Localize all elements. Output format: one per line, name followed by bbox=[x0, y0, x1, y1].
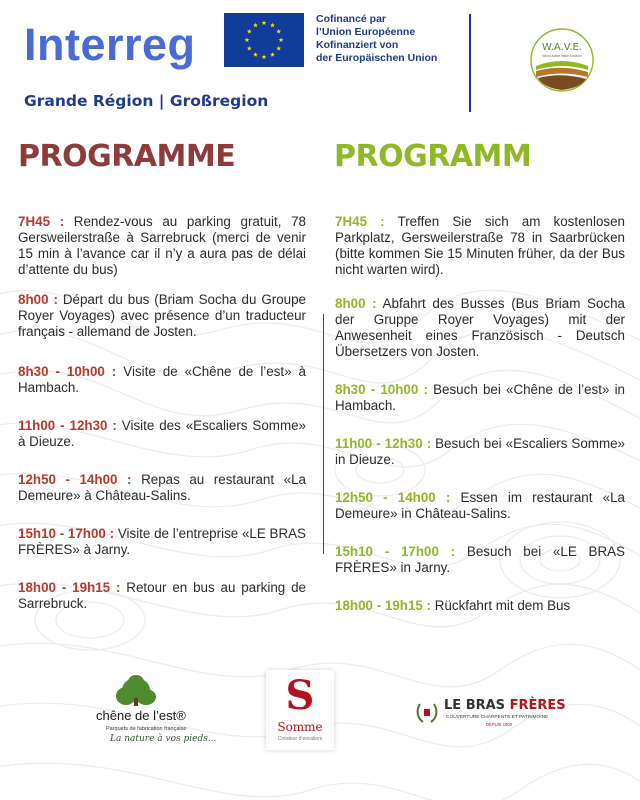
program-item bbox=[335, 598, 625, 614]
eu-text-line-3: Kofinanziert von bbox=[316, 39, 399, 51]
somme-logo-letter: S bbox=[285, 672, 315, 719]
item-time: 8h30 - 10h00 : bbox=[18, 364, 117, 379]
program-item bbox=[18, 526, 306, 558]
item-time: 8h00 : bbox=[335, 296, 377, 311]
program-item bbox=[18, 364, 306, 396]
chene-de-lest-logo-text: chêne de l’est® bbox=[96, 708, 186, 723]
lbf-date: DEPUIS 1900 bbox=[486, 722, 513, 727]
item-text: Essen im restaurant «La Demeure» in Château-Salins. bbox=[335, 490, 625, 521]
item-time: 11h00 - 12h30 : bbox=[335, 436, 432, 451]
item-time: 12h50 - 14h00 : bbox=[18, 472, 132, 487]
item-text: Treffen Sie sich am kostenlosen Parkplatz, Gersweilerstraße 78 in Saarbrücken (bitte kommen Sie 15 Minuten früher, da der Bus nicht warten wird). bbox=[335, 214, 625, 277]
item-text: Abfahrt des Busses (Bus Briam Socha der Gruppe Royer Voyages) mit der Anwesenheit eines Französisch - Deutsch Übersetzers von Josten. bbox=[335, 296, 625, 359]
item-text: Besuch bei «Chêne de l’est» in Hambach. bbox=[335, 382, 625, 413]
program-item bbox=[18, 580, 306, 612]
le-bras-freres-logo-text bbox=[444, 698, 566, 713]
item-text: Départ du bus (Briam Socha du Groupe Royer Voyages) avec présence d’un traducteur français - allemand de Josten. bbox=[18, 292, 306, 339]
program-item bbox=[18, 214, 306, 278]
program-item bbox=[335, 544, 625, 576]
item-time: 15h10 - 17h00 : bbox=[335, 544, 456, 559]
wave-logo-subtext: Wood Active Value Emotion bbox=[542, 54, 582, 58]
item-text: Visite de l’entreprise «LE BRAS FRÈRES» à Jarny. bbox=[18, 526, 306, 557]
item-text: Visite des «Escaliers Somme» à Dieuze. bbox=[18, 418, 306, 449]
program-item bbox=[335, 490, 625, 522]
eu-cofunding-text bbox=[316, 13, 437, 65]
region-subtitle: Grande Région | Großregion bbox=[24, 92, 269, 110]
item-text: Visite de «Chêne de l’est» à Hambach. bbox=[18, 364, 306, 395]
program-item bbox=[18, 292, 306, 340]
program-item bbox=[18, 472, 306, 504]
item-text: Repas au restaurant «La Demeure» à Château-Salins. bbox=[18, 472, 306, 503]
program-item bbox=[335, 214, 625, 278]
laurel-wreath-icon bbox=[414, 700, 440, 726]
eu-text-line-2: l’Union Européenne bbox=[316, 26, 416, 38]
program-item bbox=[335, 382, 625, 414]
item-text: Retour en bus au parking de Sarrebruck. bbox=[18, 580, 306, 611]
wave-logo-icon bbox=[530, 26, 594, 94]
item-text: Besuch bei «LE BRAS FRÈRES» in Jarny. bbox=[335, 544, 625, 575]
item-text: Rendez-vous au parking gratuit, 78 Gersweilerstraße à Sarrebruck (merci de venir 15 min à l’avance car il n’y a aura pas de délai d’attente du bus) bbox=[18, 214, 306, 277]
eu-flag-icon bbox=[224, 13, 304, 67]
program-item bbox=[18, 418, 306, 450]
item-time: 12h50 - 14h00 : bbox=[335, 490, 451, 505]
item-time: 18h00 - 19h15 : bbox=[335, 598, 432, 613]
item-time: 8h30 - 10h00 : bbox=[335, 382, 428, 397]
item-text: Besuch bei «Escaliers Somme» in Dieuze. bbox=[335, 436, 626, 467]
program-item bbox=[335, 296, 625, 360]
somme-subtitle: Créateur d’escaliers bbox=[277, 736, 323, 742]
eu-text-line-4: der Europäischen Union bbox=[316, 52, 438, 64]
german-title: PROGRAMM bbox=[334, 139, 532, 174]
interreg-logo-text: Interreg bbox=[24, 19, 196, 70]
item-time: 15h10 - 17h00 : bbox=[18, 526, 115, 541]
item-text: Rückfahrt mit dem Bus bbox=[431, 598, 571, 613]
eu-text-line-1: Cofinancé par bbox=[316, 13, 387, 25]
wave-logo-text: W.A.V.E. bbox=[542, 42, 582, 53]
lbf-name-part2: FRÈRES bbox=[509, 698, 566, 713]
header-divider bbox=[469, 14, 471, 112]
somme-logo-text: Somme bbox=[277, 720, 323, 734]
program-item bbox=[335, 436, 625, 468]
item-time: 7H45 : bbox=[18, 214, 65, 229]
lbf-name-part1: LE BRAS bbox=[444, 698, 510, 713]
column-divider bbox=[323, 314, 324, 554]
german-program-list bbox=[335, 214, 625, 630]
chene-slogan: La nature à vos pieds... bbox=[110, 734, 217, 744]
item-time: 7H45 : bbox=[335, 214, 385, 229]
lbf-subtitle: COUVERTURE CHARPENTE ET PATRIMOINE bbox=[446, 715, 549, 720]
french-program-list bbox=[18, 214, 306, 628]
french-title: PROGRAMME bbox=[18, 139, 236, 174]
item-time: 8h00 : bbox=[18, 292, 58, 307]
item-time: 11h00 - 12h30 : bbox=[18, 418, 117, 433]
chene-subtitle: Parquets de fabrication française bbox=[106, 726, 187, 732]
item-time: 18h00 - 19h15 : bbox=[18, 580, 121, 595]
